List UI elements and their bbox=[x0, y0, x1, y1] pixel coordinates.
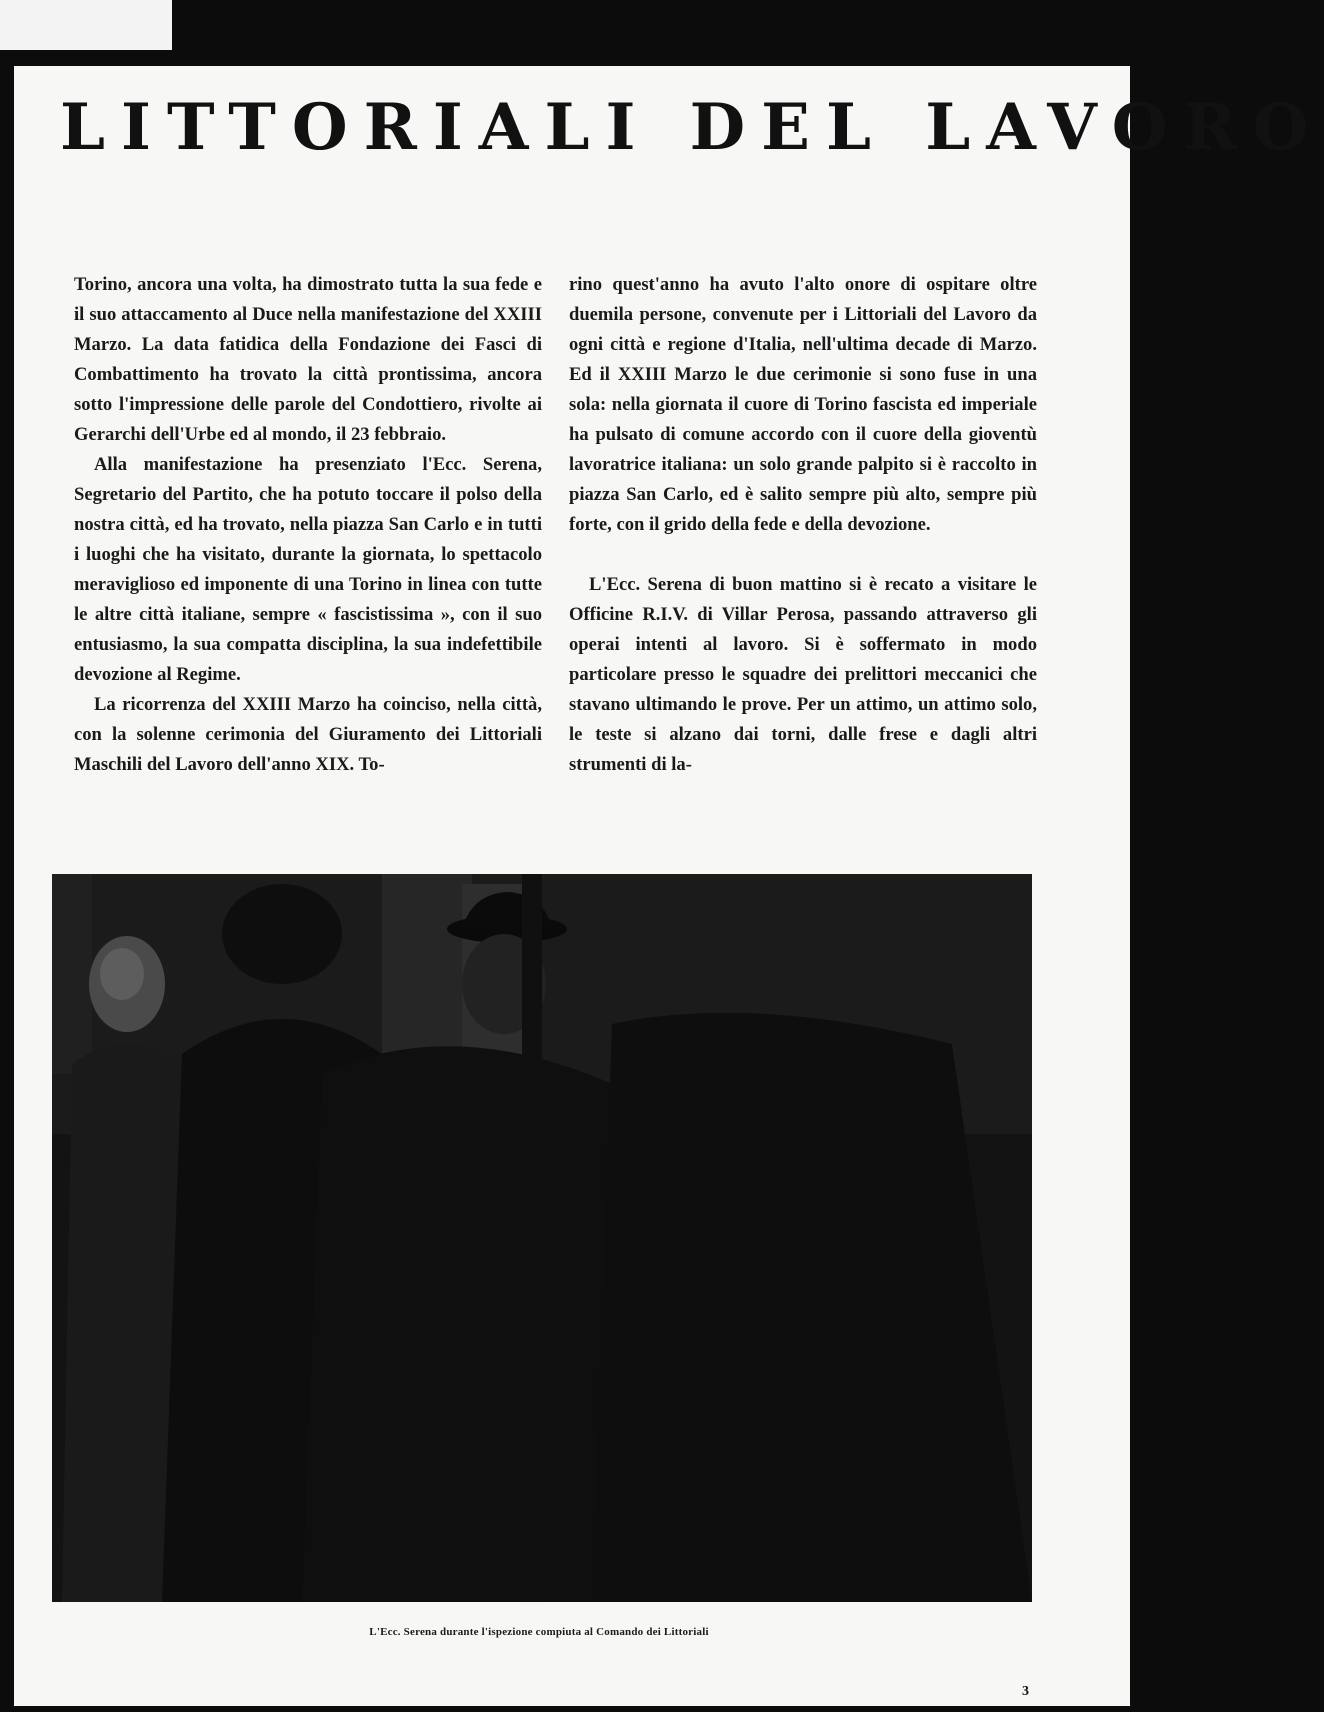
page-title: LITTORIALI DEL LAVORO bbox=[60, 90, 1324, 165]
photo-caption: L'Ecc. Serena durante l'ispezione compiuta al Comando dei Littoriali bbox=[369, 1626, 709, 1638]
article-column-left bbox=[74, 270, 542, 780]
paragraph-5: L'Ecc. Serena di buon mattino si è recato a visitare le Officine R.I.V. di Villar Perosa, passando attraverso gli operai intenti al lavoro. Si è soffermato in modo particolare presso le squadre dei prelittori meccanici che stavano ultimando le prove. Per un attimo, un attimo solo, le teste si alzano dai torni, dalle frese e dagli altri strumenti di la- bbox=[569, 574, 1037, 775]
article-column-right bbox=[569, 270, 1037, 780]
article-photo bbox=[52, 874, 1032, 1602]
paragraph-2: Alla manifestazione ha presenziato l'Ecc. Serena, Segretario del Partito, che ha potuto toccare il polso della nostra città, ed ha trovato, nella piazza San Carlo e in tutti i luoghi che ha visitato, durante la giornata, lo spettacolo meraviglioso ed imponente di una Torino in linea con tutte le altre città italiane, sempre « fascistissima », con il suo entusiasmo, la sua compatta disciplina, la sua indefettibile devozione al Regime. bbox=[74, 454, 542, 685]
magazine-page bbox=[14, 66, 1324, 1706]
paragraph-1: Torino, ancora una volta, ha dimostrato tutta la sua fede e il suo attaccamento al Duce nella manifestazione del XXIII Marzo. La data fatidica della Fondazione dei Fasci di Combattimento ha trovato la città prontissima, ancora sotto l'impressione delle parole del Condottiero, rivolte ai Gerarchi dell'Urbe ed al mondo, il 23 febbraio. bbox=[74, 274, 542, 445]
scan-border bbox=[0, 0, 172, 50]
paragraph-3: La ricorrenza del XXIII Marzo ha coinciso, nella città, con la solenne cerimonia del Giuramento dei Littoriali Maschili del Lavoro dell'anno XIX. To- bbox=[74, 694, 542, 775]
page-number: 3 bbox=[1022, 1684, 1029, 1699]
paragraph-4: rino quest'anno ha avuto l'alto onore di ospitare oltre duemila persone, convenute per i Littoriali del Lavoro da ogni città e regione d'Italia, nell'ultima decade di Marzo. Ed il XXIII Marzo le due cerimonie si sono fuse in una sola: nella giornata il cuore di Torino fascista ed imperiale ha pulsato di comune accordo con il cuore della gioventù lavoratrice italiana: un solo grande palpito si è raccolto in piazza San Carlo, ed è salito sempre più alto, sempre più forte, con il grido della fede e della devozione. bbox=[569, 274, 1037, 535]
